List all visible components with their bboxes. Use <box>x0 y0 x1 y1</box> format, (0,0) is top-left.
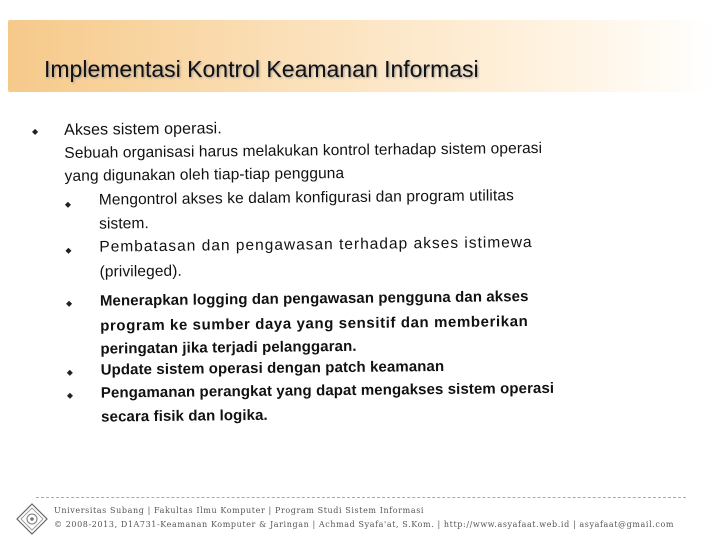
list-item-line: Pembatasan dan pengawasan terhadap akses istimewa <box>99 234 533 256</box>
slide-title: Implementasi Kontrol Keamanan Informasi <box>44 56 479 82</box>
intro-line: Sebuah organisasi harus melakukan kontrol terhadap sistem operasi <box>64 139 543 162</box>
intro-line: yang digunakan oleh tiap-tiap pengguna <box>64 165 345 185</box>
diamond-bullet-icon: ◆ <box>66 367 73 377</box>
list-item-line: program ke sumber daya yang sensitif dan memberikan <box>100 313 529 335</box>
diamond-bullet-icon: ◆ <box>66 390 74 400</box>
diamond-bullet-icon: ◆ <box>65 298 73 308</box>
scanned-content <box>58 113 583 434</box>
university-seal-logo <box>16 503 48 535</box>
list-item-line: peringatan jika terjadi pelanggaran. <box>100 337 357 358</box>
list-item-line: Mengontrol akses ke dalam konfigurasi dan program utilitas <box>98 187 514 209</box>
list-item-line: secara fisik dan logika. <box>101 406 268 426</box>
list-item-line: Menerapkan logging dan pengawasan pengguna dan akses <box>99 288 529 310</box>
diamond-bullet-icon: ◆ <box>65 245 72 255</box>
list-item-line: sistem. <box>99 215 149 233</box>
footer-copyright: © 2008-2013, D1A731-Keamanan Komputer & Jaringan | Achmad Syafa'at, S.Kom. | http://www.asyafaat.web.id | asyafaat@gmail.com <box>54 520 675 529</box>
diamond-bullet-icon: ◆ <box>64 199 72 209</box>
footer-institution: Universitas Subang | Fakultas Ilmu Komputer | Program Studi Sistem Informasi <box>54 506 425 515</box>
list-item-line: (privileged). <box>99 262 182 281</box>
footer-divider <box>36 497 686 498</box>
list-item-line: Pengamanan perangkat yang dapat mengakses sistem operasi <box>100 379 555 402</box>
content-heading: Akses sistem operasi. <box>64 120 222 139</box>
list-item-line: Update sistem operasi dengan patch keamanan <box>100 357 445 379</box>
diamond-bullet-icon: ◆ <box>32 127 39 136</box>
